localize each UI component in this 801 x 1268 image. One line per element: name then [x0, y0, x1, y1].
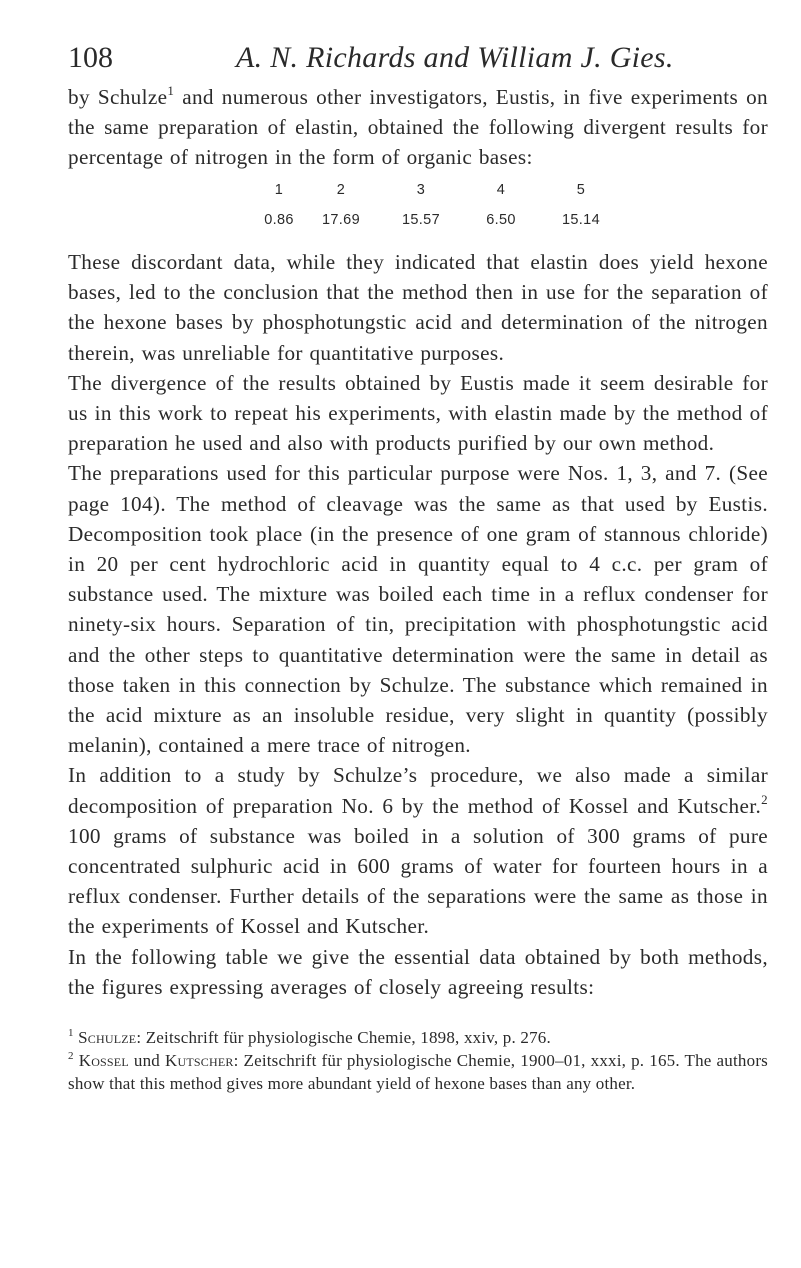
experiment-number: 5: [576, 181, 586, 198]
running-head: A. N. Richards and William J. Gies.: [236, 41, 674, 74]
paragraph-preparations: The preparations used for this particular purpose were Nos. 1, 3, and 7. (See page 104). The method of cleavage was the same as that used by Eustis. Decomposition took place (in the presence of one gram of stannous chloride) in 20 per cent hydrochloric acid in quantity equal to 4 c.c. per gram of substance used. The mixture was boiled each time in a reflux condenser for ninety-six hours. Separation of tin, precipitation with phosphotungstic acid and the other steps to quantitative determination were the same in detail as those taken in this connection by Schulze. The substance which remained in the acid mixture as an insoluble residue, very slight in quantity (possibly melanin), contained a mere trace of nitrogen.: [68, 461, 768, 758]
footnotes: [68, 1026, 768, 1095]
footnote-author-2: Kutscher: [165, 1051, 234, 1071]
nitrogen-value-row: [257, 205, 621, 235]
page-number: 108: [68, 41, 113, 74]
nitrogen-value: 6.50: [486, 211, 516, 228]
nitrogen-value: 17.69: [321, 211, 361, 228]
footnote-citation: : Zeitschrift für physiologische Chemie, 1900–01, xxxi, p. 165. The authors show that this method gives more abundant yield of hexone bases than any other.: [68, 1051, 768, 1094]
page-header: [68, 34, 768, 82]
nitrogen-value: 15.57: [401, 211, 441, 228]
footnote-author: Kossel: [78, 1051, 129, 1071]
footnote-2: [68, 1049, 768, 1095]
nitrogen-results-table: [257, 175, 621, 235]
footnote-citation: : Zeitschrift für physiologische Chemie, 1898, xxiv, p. 276.: [136, 1028, 551, 1048]
intro-paragraph: [68, 82, 768, 173]
experiment-number-row: [257, 175, 621, 205]
nitrogen-value: 0.86: [264, 211, 294, 228]
experiment-number: 3: [416, 181, 426, 198]
experiment-number: 1: [274, 181, 284, 198]
footnote-mark: 1: [68, 1027, 74, 1040]
paragraph-discordant-data: These discordant data, while they indicated that elastin does yield hexone bases, led to the conclusion that the method then in use for the separation of the hexone bases by phosphotungstic acid and determination of the nitrogen therein, was unreliable for quantitative purposes.: [68, 250, 768, 365]
paragraph-divergence: The divergence of the results obtained by Eustis made it seem desirable for us in this work to repeat his experiments, with elastin made by the method of preparation he used and also with products purified by our own method.: [68, 370, 768, 456]
footnote-ref-1: 1: [167, 83, 175, 98]
experiment-number: 4: [496, 181, 506, 198]
nitrogen-value: 15.14: [561, 211, 601, 228]
experiment-number: 2: [336, 181, 346, 198]
kossel-text-start: In addition to a study by Schulze’s procedure, we also made a similar decomposition of preparation No. 6 by the method of Kossel and Kutscher.: [68, 763, 768, 818]
footnote-author: Schulze: [78, 1028, 137, 1048]
footnote-mark: 2: [68, 1050, 74, 1063]
page: [68, 34, 768, 1095]
paragraph-table-intro: In the following table we give the essential data obtained by both methods, the figures expressing averages of closely agreeing results:: [68, 944, 768, 999]
kossel-text-end: 100 grams of substance was boiled in a solution of 300 grams of pure concentrated sulphuric acid in 600 grams of water for fourteen hours in a reflux condenser. Further details of the separations were the same as those in the experiments of Kossel and Kutscher.: [68, 823, 768, 939]
footnote-1: [68, 1026, 768, 1049]
intro-text-end: and numerous other investigators, Eustis, in five experiments on the same preparation of elastin, obtained the following divergent results for percentage of nitrogen in the form of organic bases:: [68, 85, 768, 170]
intro-text-start: by Schulze: [68, 85, 168, 109]
paragraph-kossel-method: [68, 760, 768, 941]
footnote-joiner: und: [128, 1051, 165, 1071]
body-text: [68, 82, 768, 1002]
footnote-ref-2: 2: [761, 791, 768, 807]
